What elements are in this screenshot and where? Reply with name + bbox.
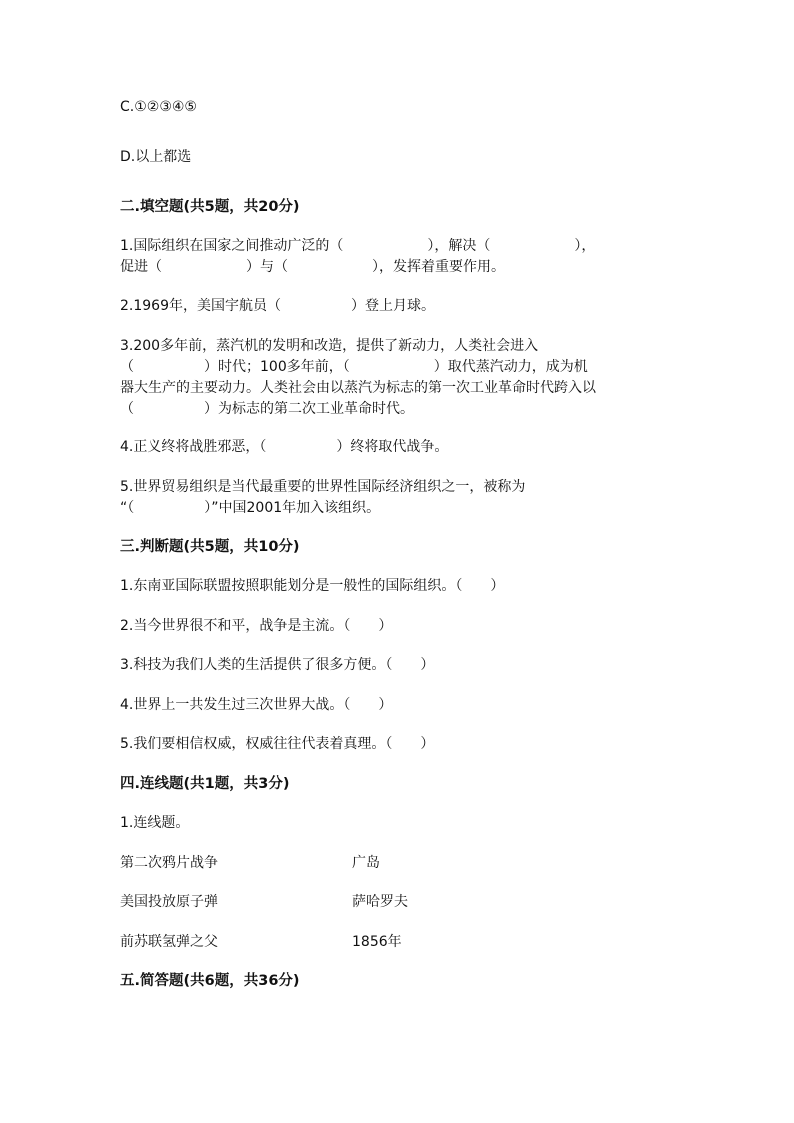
section-5-heading: 五.简答题(共6题，共36分) [120,973,300,989]
section-2-heading: 二.填空题(共5题，共20分) [120,199,300,215]
match-left-item: 前苏联氢弹之父 [120,934,218,950]
match-right-item: 1856年 [352,934,402,950]
fill-q3-line4: （ ）为标志的第二次工业革命时代。 [120,401,414,417]
match-left-item: 第二次鸦片战争 [120,855,218,871]
judge-q1: 1.东南亚国际联盟按照职能划分是一般性的国际组织。（ ） [120,578,505,594]
match-right-item: 萨哈罗夫 [352,894,408,910]
match-right-item: 广岛 [352,855,380,871]
match-question: 1.连线题。 [120,815,190,831]
option-c: C.①②③④⑤ [120,99,197,115]
section-3-heading: 三.判断题(共5题，共10分) [120,539,300,555]
fill-q5-line1: 5.世界贸易组织是当代最重要的世界性国际经济组织之一，被称为 [120,479,526,495]
judge-q3: 3.科技为我们人类的生活提供了很多方便。（ ） [120,657,435,673]
fill-q5-line2: “（ ）”中国2001年加入该组织。 [120,500,381,516]
judge-q5: 5.我们要相信权威，权威往往代表着真理。（ ） [120,736,435,752]
section-4-heading: 四.连线题(共1题，共3分) [120,776,290,792]
fill-q1-line2: 促进（ ）与（ ），发挥着重要作用。 [120,259,505,275]
fill-q3-line3: 器大生产的主要动力。人类社会由以蒸汽为标志的第一次工业革命时代跨入以 [120,380,596,396]
fill-q1-line1: 1.国际组织在国家之间推动广泛的（ ），解决（ ）， [120,238,596,254]
fill-q3-line2: （ ）时代；100多年前，（ ）取代蒸汽动力，成为机 [120,359,588,375]
judge-q4: 4.世界上一共发生过三次世界大战。（ ） [120,697,393,713]
fill-q4-line1: 4.正义终将战胜邪恶，（ ）终将取代战争。 [120,439,449,455]
fill-q2-line1: 2.1969年，美国宇航员（ ）登上月球。 [120,298,435,314]
judge-q2: 2.当今世界很不和平，战争是主流。（ ） [120,618,393,634]
option-d: D.以上都选 [120,149,192,165]
fill-q3-line1: 3.200多年前，蒸汽机的发明和改造，提供了新动力，人类社会进入 [120,338,539,354]
match-left-item: 美国投放原子弹 [120,894,218,910]
